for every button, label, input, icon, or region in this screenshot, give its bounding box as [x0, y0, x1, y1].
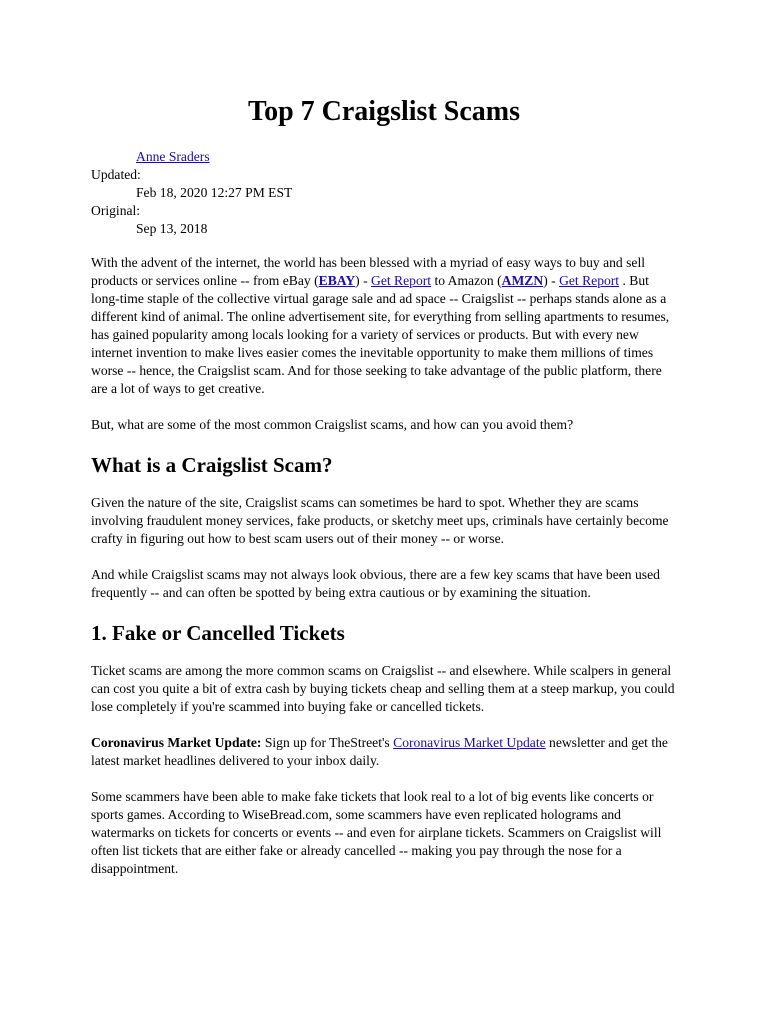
- section2-paragraph-1: Ticket scams are among the more common scams on Craigslist -- and elsewhere. While scalpers in general can cost you quite a bit of extra cash by buying tickets cheap and selling them at a steep markup, you could lose completely if you're scammed into buying fake or cancelled tickets.: [91, 663, 675, 714]
- ebay-report-link[interactable]: Get Report: [371, 273, 432, 288]
- original-date: Sep 13, 2018: [136, 221, 208, 236]
- promo-label: Coronavirus Market Update:: [91, 735, 262, 750]
- intro-paragraph: With the advent of the internet, the world has been blessed with a myriad of easy ways to buy and sell products or services online -- from eBay (EBAY) - Get Report to Amazon (AMZN) - Get Report . But long-time staple of the collective virtual garage sale and ad space -- Craigslist -- perhaps stands alone as a different kind of animal. The online advertisement site, for everything from selling apartments to resumes, has gained popularity among locals looking for a variety of services or products. But with every new internet invention to make lives easier comes the inevitable opportunity to make them millions of times worse -- hence, the Craigslist scam. And for those seeking to take advantage of the public platform, there are a lot of ways to get creative.: [91, 255, 670, 396]
- section1-paragraph-2: And while Craigslist scams may not always look obvious, there are a few key scams that have been used frequently -- and can often be spotted by being extra cautious or by examining the situation.: [91, 567, 660, 600]
- section-heading-what-is: What is a Craigslist Scam?: [91, 453, 333, 477]
- question-paragraph: But, what are some of the most common Craigslist scams, and how can you avoid them?: [91, 417, 574, 432]
- promo-paragraph: Coronavirus Market Update: Sign up for TheStreet's Coronavirus Market Update newsletter and get the latest market headlines delivered to your inbox daily.: [91, 735, 668, 768]
- section2-paragraph-3: Some scammers have been able to make fake tickets that look real to a lot of big events like concerts or sports games. According to WiseBread.com, some scammers have even replicated holograms and watermarks on tickets for concerts or events -- and even for airplane tickets. Scammers on Craigslist will often list tickets that are either fake or already cancelled -- making you pay through the nose for a disappointment.: [91, 789, 662, 876]
- updated-label: Updated:: [91, 167, 141, 182]
- newsletter-link[interactable]: Coronavirus Market Update: [393, 735, 546, 750]
- article-meta: [91, 148, 691, 238]
- updated-date: Feb 18, 2020 12:27 PM EST: [136, 185, 293, 200]
- ebay-ticker-link[interactable]: EBAY: [318, 273, 356, 288]
- section1-paragraph-1: Given the nature of the site, Craigslist scams can sometimes be hard to spot. Whether they are scams involving fraudulent money services, fake products, or sketchy meet ups, criminals have certainly become crafty in figuring out how to best scam users out of their money -- or worse.: [91, 495, 669, 546]
- article-title: Top 7 Craigslist Scams: [247, 96, 520, 127]
- author-link[interactable]: Anne Sraders: [136, 149, 210, 164]
- amzn-ticker-link[interactable]: AMZN: [501, 273, 544, 288]
- amzn-report-link[interactable]: Get Report: [559, 273, 620, 288]
- original-label: Original:: [91, 203, 141, 218]
- article-body: [91, 254, 681, 896]
- section-heading-fake-tickets: 1. Fake or Cancelled Tickets: [91, 621, 345, 645]
